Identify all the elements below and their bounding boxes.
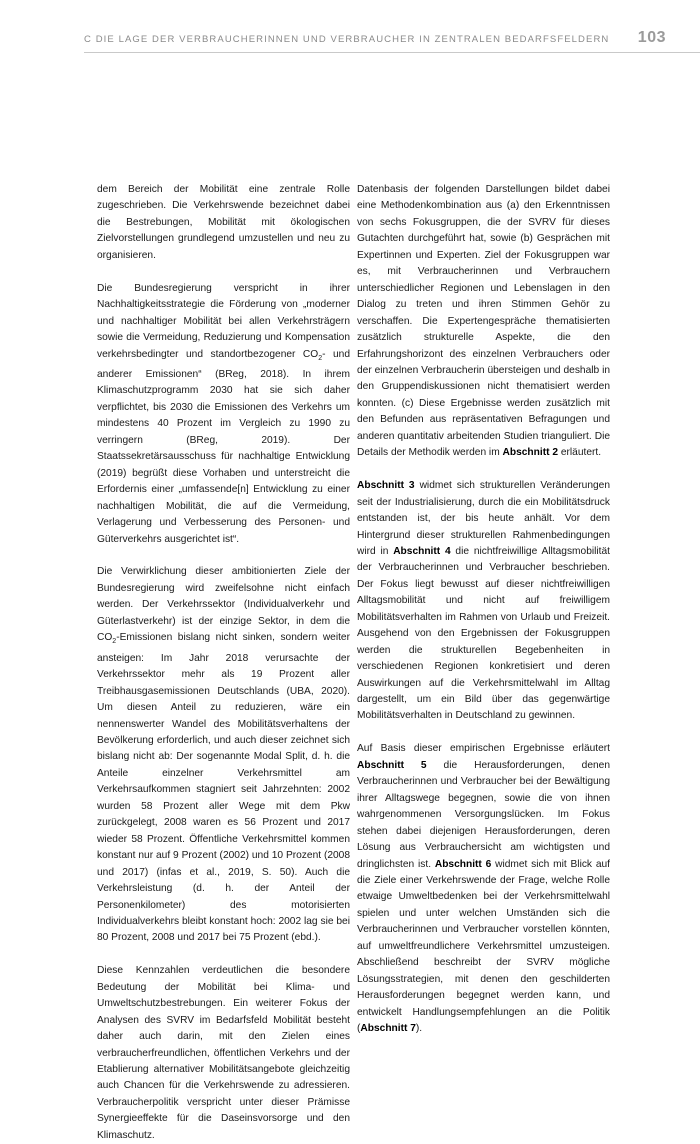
section-reference: Abschnitt 5 xyxy=(357,759,427,771)
left-column xyxy=(97,182,350,1144)
running-head: C DIE LAGE DER VERBRAUCHERINNEN UND VERBRAUCHER IN ZENTRALEN BEDARFSFELDERN xyxy=(84,34,610,45)
paragraph: Abschnitt 3 widmet sich strukturellen Veränderungen seit der Industrialisierung, durch die ein Mobilitätsdruck entstanden ist, der bis heute anhält. Vor dem Hintergrund dieser strukturellen Rahmenbedingungen wird in Abschnitt 4 die nichtfreiwillige Alltagsmobilität der Verbraucherinnen und Verbraucher beschrieben. Der Fokus liegt bewusst auf dieser nichtfreiwilligen Alltagsmobilität und nicht auf freiwilligem Mobilitätsverhalten im Rahmen von Urlaub und Freizeit. Ausgehend von den Ergebnissen der Fokusgruppen werden die strukturellen Begebenheiten in verschiedenen Regionen konkretisiert und deren Auswirkungen auf die Verkehrsmittelwahl im Alltag dargestellt, um ein Bild über das gegenwärtige Mobilitätsverhalten in Deutschland zu gewinnen. xyxy=(357,480,610,722)
header-divider xyxy=(84,52,700,53)
section-reference: Abschnitt 6 xyxy=(434,858,492,870)
paragraph: Datenbasis der folgenden Darstellungen bildet dabei eine Methodenkombination aus (a) den Erkenntnissen von sechs Fokusgruppen, die der SVRV für dieses Gutachten durchgeführt hat, sowie (b) Gesprächen mit Expertinnen und Experten. Ziel der Fokusgruppen war es, mit Verbraucherinnen und Verbrauchern unterschiedlicher Regionen und Lebenslagen in den Dialog zu treten und ihren Stimmen Gehör zu verschaffen. Die Expertengespräche thematisierten zusätzlich strukturelle Aspekte, die den Erfahrungshorizont des einzelnen Verbrauchers oder der einzelnen Verbraucherin übersteigen und deshalb in den Gruppendiskussionen nicht thematisiert werden konnten. (c) Diese Ergebnisse werden zusätzlich mit den Befunden aus repräsentativen Befragungen und anderen quantitativ arbeitenden Studien trianguliert. Die Details der Methodik werden im Abschnitt 2 erläutert. xyxy=(357,184,610,459)
paragraph: dem Bereich der Mobilität eine zentrale Rolle zugeschrieben. Die Verkehrswende bezeichnet dabei die Bestrebungen, Mobilität mit ökologischen Zielvorstellungen grundlegend umzustellen und neu zu organisieren. xyxy=(97,184,350,261)
paragraph: Die Bundesregierung verspricht in ihrer Nachhaltigkeitsstrategie die Förderung von „moderner und nachhaltiger Mobilität bei allen Verkehrsträgern sowie die Vermeidung, Reduzierung und Kompensation verkehrsbedingter und standortbezogener $CO_2-$ und anderer Emissionen“ (BReg, 2018). In ihrem Klimaschutzprogramm 2030 hat sie sich daher verpflichtet, bis 2030 die Emissionen des Verkehrs um mindestens 40 Prozent im Vergleich zu 1990 zu verringern (BReg, 2019). Der Staatssekretärsausschuss für nachhaltige Entwicklung (2019) begrüßt diese Vorhaben und unterstreicht die Erfordernis einer „umfassende[n] Entwicklung zu einer nachhaltigen Mobilität, die auf die Vermeidung, Verlagerung und Verbesserung des Personen- und Güterverkehrs ausgerichtet ist“. xyxy=(97,282,350,545)
paragraph: Auf Basis dieser empirischen Ergebnisse erläutert Abschnitt 5 die Herausforderungen, denen Verbraucherinnen und Verbraucher bei der Bewältigung ihrer Alltagswege begegnen, sowie die von ihnen wahrgenommenen Versorgungslücken. Im Fokus stehen dabei diejenigen Herausforderungen, deren Lösung aus Verbrauchersicht am wichtigsten und dringlichsten ist. Abschnitt 6 widmet sich mit Blick auf die Ziele einer Verkehrswende der Frage, welche Rolle etwaige Umweltbedenken bei der Verkehrsmittelwahl spielen und unter welchen Umständen sich die Verbraucherinnen und Verbraucher vorstellen könnten, auf umweltfreundlichere Verkehrsmittel umzusteigen. Abschließend beschreibt der SVRV mögliche Lösungsstrategien, mit denen den geschilderten Herausforderungen begegnet werden kann, und entwickelt Handlungsempfehlungen an die Politik (Abschnitt 7). xyxy=(357,743,610,1035)
right-column xyxy=(357,182,610,1038)
paragraph: Diese Kennzahlen verdeutlichen die besondere Bedeutung der Mobilität bei Klima- und Umweltschutzbestrebungen. Ein weiterer Fokus der Analysen des SVRV im Bedarfsfeld Mobilität besteht daher auch darin, mit den Zielen eines verbraucherfreundlichen, öffentlichen Verkehrs und der Etablierung alternativer Mobilitätsangebote gleichzeitig auch Chancen für die Verkehrswende zu adressieren. Verbraucherpolitik verspricht unter dieser Prämisse Synergieeffekte für die Daseinsvorsorge und den Klimaschutz. xyxy=(97,965,350,1141)
paragraph: Die Verwirklichung dieser ambitionierten Ziele der Bundesregierung wird zweifelsohne nicht einfach werden. Der Verkehrssektor (Individualverkehr und Güterlastverkehr) ist der einzige Sektor, in dem die $CO_2$-Emissionen bislang nicht sinken, sondern weiter ansteigen: Im Jahr 2018 verursachte der Verkehrssektor mehr als 19 Prozent aller Treibhausgasemissionen Deutschlands (UBA, 2020). Um diesen Anteil zu reduzieren, wäre ein nennenswerter Wandel des Mobilitätsverhaltens der Bevölkerung erforderlich, und auch dieser zeichnet sich bislang nicht ab: Der sogenannte Modal Split, d. h. die Anteile einzelner Verkehrsmittel am Verkehrsaufkommen stagniert seit Jahrzehnten: 2002 wurden 58 Prozent aller Wege mit dem Pkw zurückgelegt, 2008 waren es 56 Prozent und 2017 wieder 58 Prozent. Öffentliche Verkehrsmittel kommen konstant nur auf 9 Prozent (2002) und 10 Prozent (2008 und 2017) (infas et al., 2019, S. 50). Auch die Verkehrsleistung (d. h. der Anteil der Personenkilometer) des motorisierten Individualverkehrs bleibt konstant hoch: 2002 lag sie bei 80 Prozent, 2008 und 2017 bei 75 Prozent (ebd.). xyxy=(97,566,350,944)
section-reference: Abschnitt 7 xyxy=(360,1023,416,1035)
section-reference: Abschnitt 3 xyxy=(357,480,415,492)
page-number: 103 xyxy=(637,29,666,46)
section-reference: Abschnitt 4 xyxy=(393,545,451,557)
section-reference: Abschnitt 2 xyxy=(502,447,558,459)
